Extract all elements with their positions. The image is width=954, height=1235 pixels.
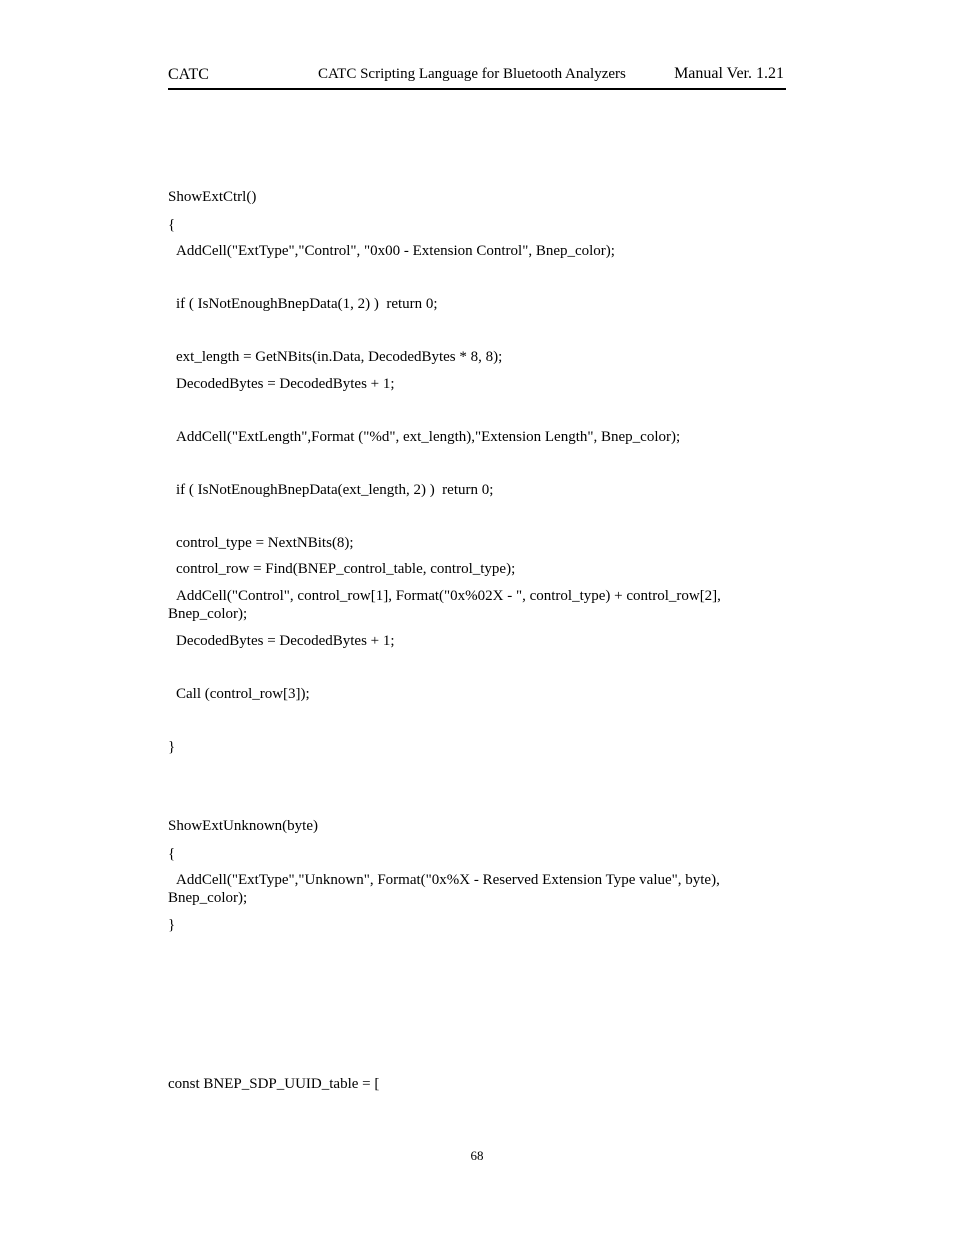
code-line: Bnep_color); — [168, 606, 248, 622]
code-line: Bnep_color); — [168, 890, 248, 906]
code-line: if ( IsNotEnoughBnepData(ext_length, 2) ) return 0; — [176, 482, 494, 498]
code-line: const BNEP_SDP_UUID_table = [ — [168, 1076, 380, 1092]
code-line: } — [168, 739, 176, 755]
code-line: { — [168, 217, 176, 233]
code-line: } — [168, 917, 176, 933]
header-title: CATC Scripting Language for Bluetooth Analyzers — [318, 66, 626, 82]
code-line: if ( IsNotEnoughBnepData(1, 2) ) return 0; — [176, 296, 438, 312]
page-header — [168, 64, 786, 90]
header-version: Manual Ver. 1.21 — [674, 65, 784, 82]
code-line: AddCell("ExtLength",Format ("%d", ext_length),"Extension Length", Bnep_color); — [176, 429, 681, 445]
code-line: ext_length = GetNBits(in.Data, DecodedBytes * 8, 8); — [176, 349, 503, 365]
code-line: Call (control_row[3]); — [176, 686, 310, 702]
code-line: AddCell("ExtType","Control", "0x00 - Extension Control", Bnep_color); — [176, 243, 615, 259]
header-left: CATC — [168, 66, 209, 83]
code-line: ShowExtCtrl() — [168, 189, 257, 205]
code-line: DecodedBytes = DecodedBytes + 1; — [176, 633, 395, 649]
code-line: DecodedBytes = DecodedBytes + 1; — [176, 376, 395, 392]
code-line: control_row = Find(BNEP_control_table, control_type); — [176, 561, 516, 577]
code-line: AddCell("Control", control_row[1], Format("0x%02X - ", control_type) + control_row[2], — [176, 588, 721, 604]
code-line: AddCell("ExtType","Unknown", Format("0x%X - Reserved Extension Type value", byte), — [176, 872, 720, 888]
code-line: { — [168, 846, 176, 862]
code-line: control_type = NextNBits(8); — [176, 535, 354, 551]
page-number: 68 — [470, 1148, 484, 1163]
code-line: ShowExtUnknown(byte) — [168, 818, 318, 834]
